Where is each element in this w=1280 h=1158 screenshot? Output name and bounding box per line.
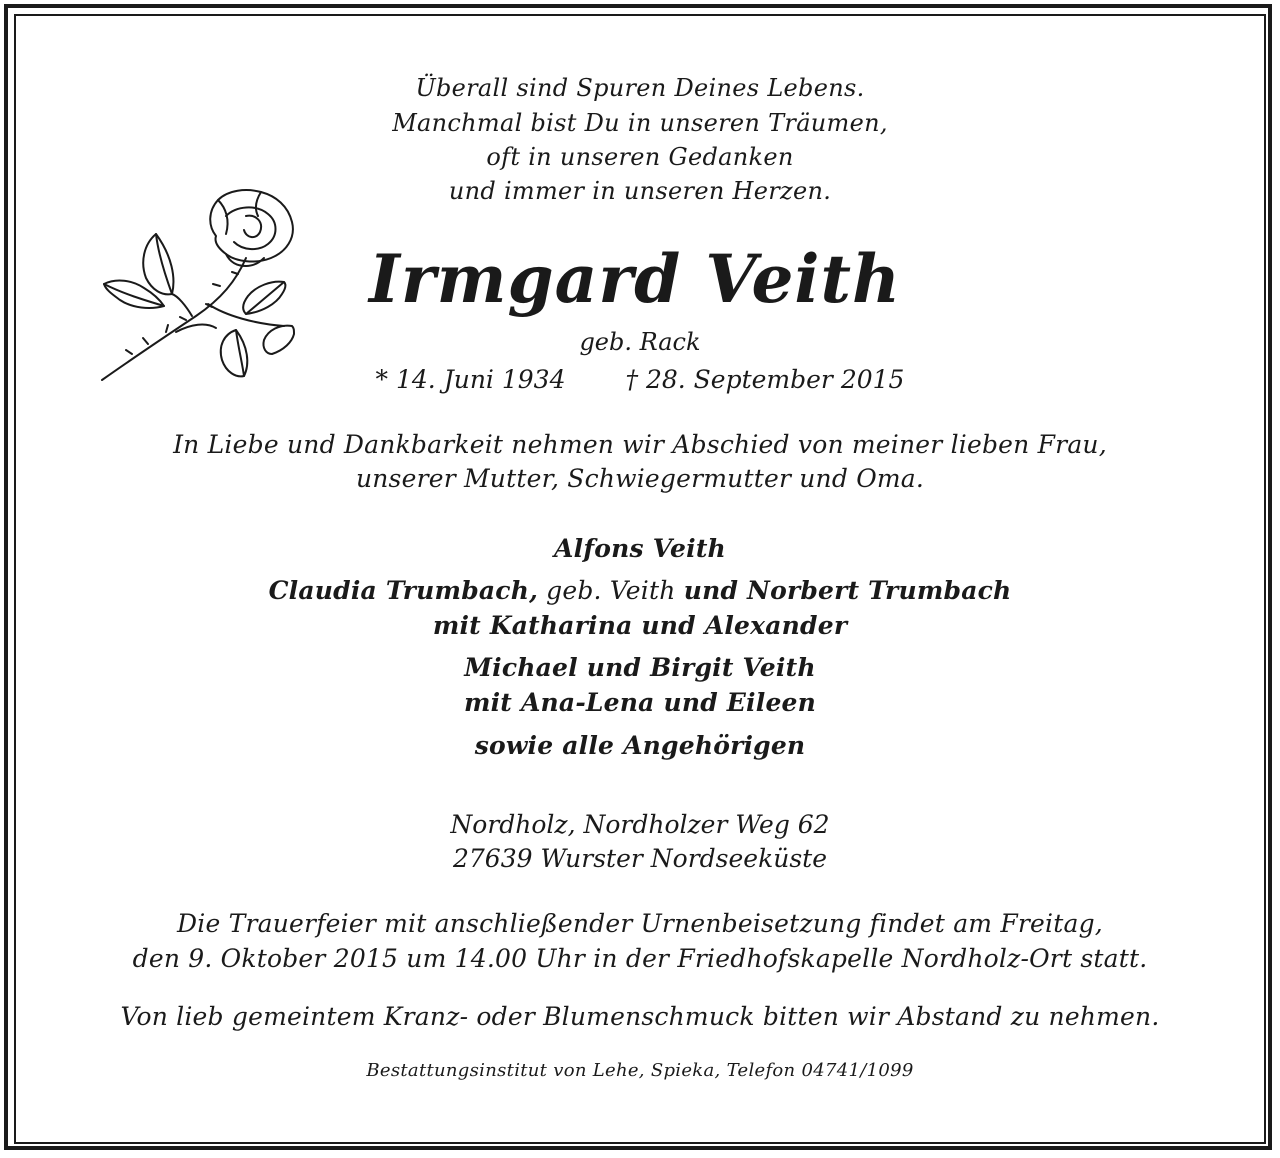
mourner-daughter — [0, 578, 1280, 603]
motto-line-1: Überall sind Spuren Deines Lebens. — [415, 74, 865, 102]
mourner-relatives: sowie alle Angehörigen — [474, 731, 806, 760]
ceremony-line-1: Die Trauerfeier mit anschließender Urnenbeisetzung findet am Freitag, — [177, 909, 1103, 938]
mourner-son-in-law: und Norbert Trumbach — [683, 576, 1012, 605]
farewell-line-1: In Liebe und Dankbarkeit nehmen wir Abschied von meiner lieben Frau, — [173, 430, 1107, 459]
ceremony-line-2: den 9. Oktober 2015 um 14.00 Uhr in der Friedhofskapelle Nordholz-Ort statt. — [132, 944, 1148, 973]
mourner-husband: Alfons Veith — [554, 534, 726, 563]
mourner-grandchildren-1: mit Katharina und Alexander — [432, 611, 848, 640]
flowers-request: Von lieb gemeintem Kranz- oder Blumenschmuck bitten wir Abstand zu nehmen. — [120, 1002, 1160, 1031]
farewell-line-2: unserer Mutter, Schwiegermutter und Oma. — [355, 464, 925, 493]
life-dates — [0, 367, 1280, 392]
birth-name: geb. Rack — [579, 328, 701, 356]
mourner-daughter-name: Claudia Trumbach, — [268, 576, 538, 605]
death-date: † 28. September 2015 — [625, 365, 905, 394]
deceased-name: Irmgard Veith — [369, 240, 901, 318]
undertaker-info: Bestattungsinstitut von Lehe, Spieka, Telefon 04741/1099 — [366, 1060, 914, 1081]
mourner-grandchildren-2: mit Ana-Lena und Eileen — [463, 688, 817, 717]
mourner-son: Michael und Birgit Veith — [464, 653, 816, 682]
address-city: 27639 Wurster Nordseeküste — [453, 844, 827, 873]
motto-line-3: oft in unseren Gedanken — [486, 143, 794, 171]
motto-line-2: Manchmal bist Du in unseren Träumen, — [392, 109, 888, 137]
mourner-daughter-maiden: geb. Veith — [538, 576, 684, 605]
motto-line-4: und immer in unseren Herzen. — [448, 177, 832, 205]
birth-date: * 14. Juni 1934 — [375, 365, 566, 394]
address-street: Nordholz, Nordholzer Weg 62 — [450, 810, 830, 839]
